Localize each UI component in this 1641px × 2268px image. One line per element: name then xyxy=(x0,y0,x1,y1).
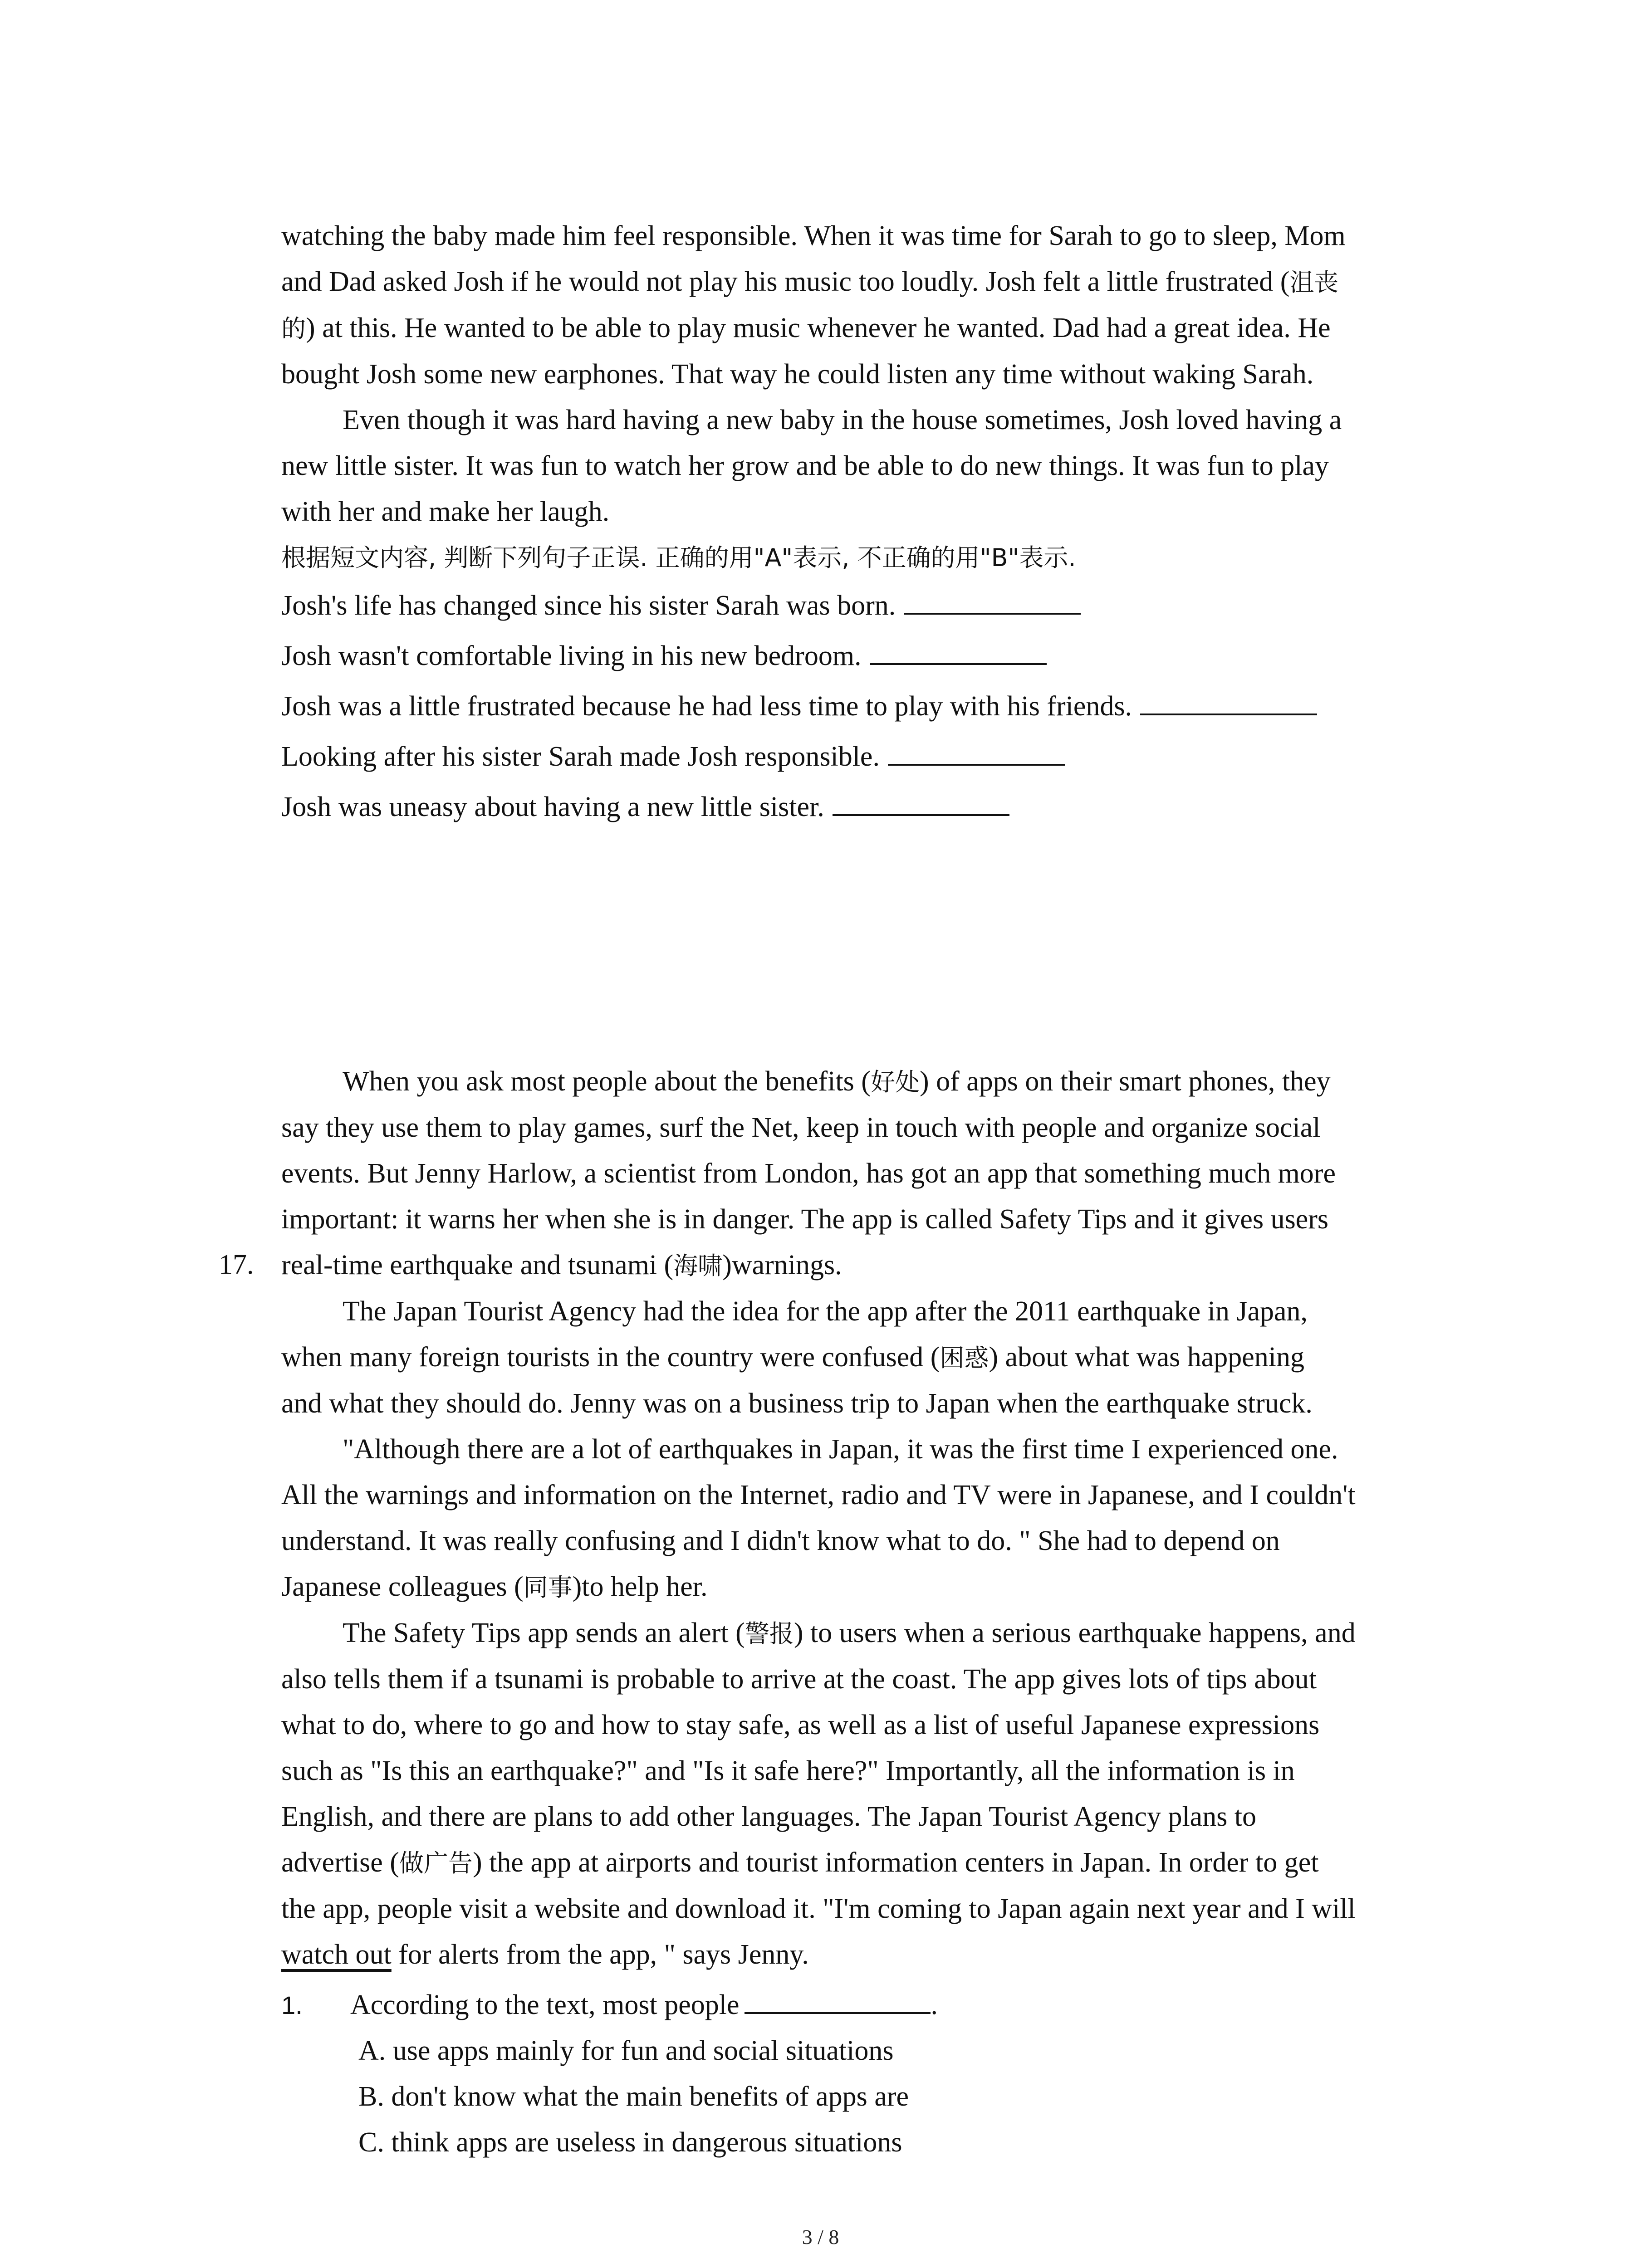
passage-2-paragraph-2 xyxy=(281,1289,1461,1427)
chinese-gloss: 警报 xyxy=(745,1619,794,1648)
question-1-number: 1. xyxy=(281,1991,303,2019)
text-line-part: ) at this. He wanted to be able to play music whenever he wanted. Dad had a great idea. He xyxy=(306,313,1331,343)
text-line xyxy=(281,1334,1461,1381)
text-part: ) of apps on their smart phones, they xyxy=(919,1066,1331,1097)
statement-text: Josh wasn't comfortable living in his new bedroom. xyxy=(281,640,862,671)
text-line xyxy=(281,1059,1461,1105)
text-line: also tells them if a tsunami is probable to arrive at the coast. The app gives lots of tips about xyxy=(281,1664,1317,1695)
text-line: understand. It was really confusing and I didn't know what to do. " She had to depend on xyxy=(281,1525,1280,1556)
statement-1 xyxy=(281,581,1461,631)
question-1-blank[interactable] xyxy=(745,2008,931,2014)
statement-text: Looking after his sister Sarah made Josh responsible. xyxy=(281,741,880,772)
text-line: events. But Jenny Harlow, a scientist from London, has got an app that something much more xyxy=(281,1158,1336,1189)
statement-text: Josh was uneasy about having a new little sister. xyxy=(281,792,824,822)
underlined-phrase: watch out xyxy=(281,1939,392,1970)
instruction-text: 根据短文内容, 判断下列句子正误. 正确的用"A"表示, 不正确的用"B"表示. xyxy=(281,543,1076,572)
question-number: 17. xyxy=(219,1249,254,1280)
text-line: All the warnings and information on the Internet, radio and TV were in Japanese, and I couldn't xyxy=(281,1480,1356,1510)
chinese-gloss: 同事 xyxy=(523,1573,573,1602)
text-part: ) to users when a serious earthquake happens, and xyxy=(794,1618,1356,1648)
text-part: Japanese colleagues ( xyxy=(281,1571,524,1602)
passage-1-paragraph-1 xyxy=(281,213,1461,397)
text-line xyxy=(281,1564,1461,1610)
text-part: The Safety Tips app sends an alert ( xyxy=(343,1618,745,1648)
text-line: Even though it was hard having a new baby in the house sometimes, Josh loved having a xyxy=(343,405,1342,435)
answer-blank[interactable] xyxy=(888,759,1065,766)
statement-3 xyxy=(281,681,1461,732)
text-part: When you ask most people about the benefits ( xyxy=(343,1066,871,1097)
text-line xyxy=(281,1932,1461,1978)
text-line: watching the baby made him feel responsible. When it was time for Sarah to go to sleep, Mom xyxy=(281,220,1346,251)
answer-blank[interactable] xyxy=(904,608,1081,615)
answer-blank[interactable] xyxy=(1140,709,1317,715)
passage-2 xyxy=(281,1059,1461,2165)
chinese-gloss: 海啸 xyxy=(673,1251,723,1280)
text-line: such as "Is this an earthquake?" and "Is it safe here?" Importantly, all the information is in xyxy=(281,1755,1295,1786)
answer-blank[interactable] xyxy=(833,810,1009,816)
text-part: )to help her. xyxy=(572,1571,708,1602)
text-line: bought Josh some new earphones. That way he could listen any time without waking Sarah. xyxy=(281,359,1314,390)
text-line: English, and there are plans to add other languages. The Japan Tourist Agency plans to xyxy=(281,1801,1257,1832)
text-part: when many foreign tourists in the country were confused ( xyxy=(281,1342,940,1373)
statement-text: Josh was a little frustrated because he had less time to play with his friends. xyxy=(281,691,1132,722)
option-b[interactable]: B. don't know what the main benefits of apps are xyxy=(358,2081,909,2112)
chinese-gloss-end: 的 xyxy=(281,314,306,343)
text-line xyxy=(281,1242,1461,1289)
chinese-gloss: 沮丧 xyxy=(1289,268,1339,297)
statement-4 xyxy=(281,732,1461,782)
text-line xyxy=(281,259,1461,305)
passage-1-paragraph-2 xyxy=(281,397,1461,535)
text-line: say they use them to play games, surf the Net, keep in touch with people and organize social xyxy=(281,1112,1321,1143)
passage-2-paragraph-4 xyxy=(281,1610,1461,1978)
chinese-gloss: 好处 xyxy=(870,1068,920,1096)
page-number: 3 / 8 xyxy=(802,2225,839,2248)
text-line: new little sister. It was fun to watch her grow and be able to do new things. It was fun to play xyxy=(281,450,1329,481)
question-1-end: . xyxy=(931,1989,938,2020)
text-line xyxy=(281,1840,1461,1886)
text-part: advertise ( xyxy=(281,1847,399,1878)
passage-2-paragraph-3 xyxy=(281,1427,1461,1610)
question-1 xyxy=(281,1982,1461,2028)
text-line-part: and Dad asked Josh if he would not play his music too loudly. Josh felt a little frustrated ( xyxy=(281,266,1290,297)
text-line: with her and make her laugh. xyxy=(281,496,610,527)
text-line xyxy=(281,305,1461,352)
text-line: important: it warns her when she is in danger. The app is called Safety Tips and it gives users xyxy=(281,1204,1328,1235)
text-part: for alerts from the app, " says Jenny. xyxy=(391,1939,809,1970)
question-1-stem: According to the text, most people xyxy=(350,1989,740,2020)
option-a[interactable]: A. use apps mainly for fun and social situations xyxy=(358,2035,894,2066)
text-part: real-time earthquake and tsunami ( xyxy=(281,1250,674,1281)
answer-blank[interactable] xyxy=(870,659,1047,665)
text-line: "Although there are a lot of earthquakes in Japan, it was the first time I experienced one. xyxy=(343,1434,1338,1465)
statement-5 xyxy=(281,782,1461,832)
statement-text: Josh's life has changed since his sister Sarah was born. xyxy=(281,590,896,621)
text-line: the app, people visit a website and download it. "I'm coming to Japan again next year and I will xyxy=(281,1893,1356,1924)
text-line xyxy=(281,1610,1461,1657)
text-line: and what they should do. Jenny was on a business trip to Japan when the earthquake struck. xyxy=(281,1388,1313,1419)
option-c[interactable]: C. think apps are useless in dangerous situations xyxy=(358,2127,902,2158)
chinese-gloss: 做广告 xyxy=(399,1849,473,1877)
text-part: ) about what was happening xyxy=(989,1342,1305,1373)
text-line: what to do, where to go and how to stay safe, as well as a list of useful Japanese expressions xyxy=(281,1710,1320,1740)
text-part: )warnings. xyxy=(722,1250,842,1281)
text-part: ) the app at airports and tourist information centers in Japan. In order to get xyxy=(472,1847,1319,1878)
chinese-gloss: 困惑 xyxy=(940,1344,989,1372)
passage-2-paragraph-1 xyxy=(281,1059,1461,1289)
text-line: The Japan Tourist Agency had the idea for the app after the 2011 earthquake in Japan, xyxy=(343,1296,1308,1327)
statement-2 xyxy=(281,631,1461,681)
passage-1 xyxy=(281,213,1461,832)
